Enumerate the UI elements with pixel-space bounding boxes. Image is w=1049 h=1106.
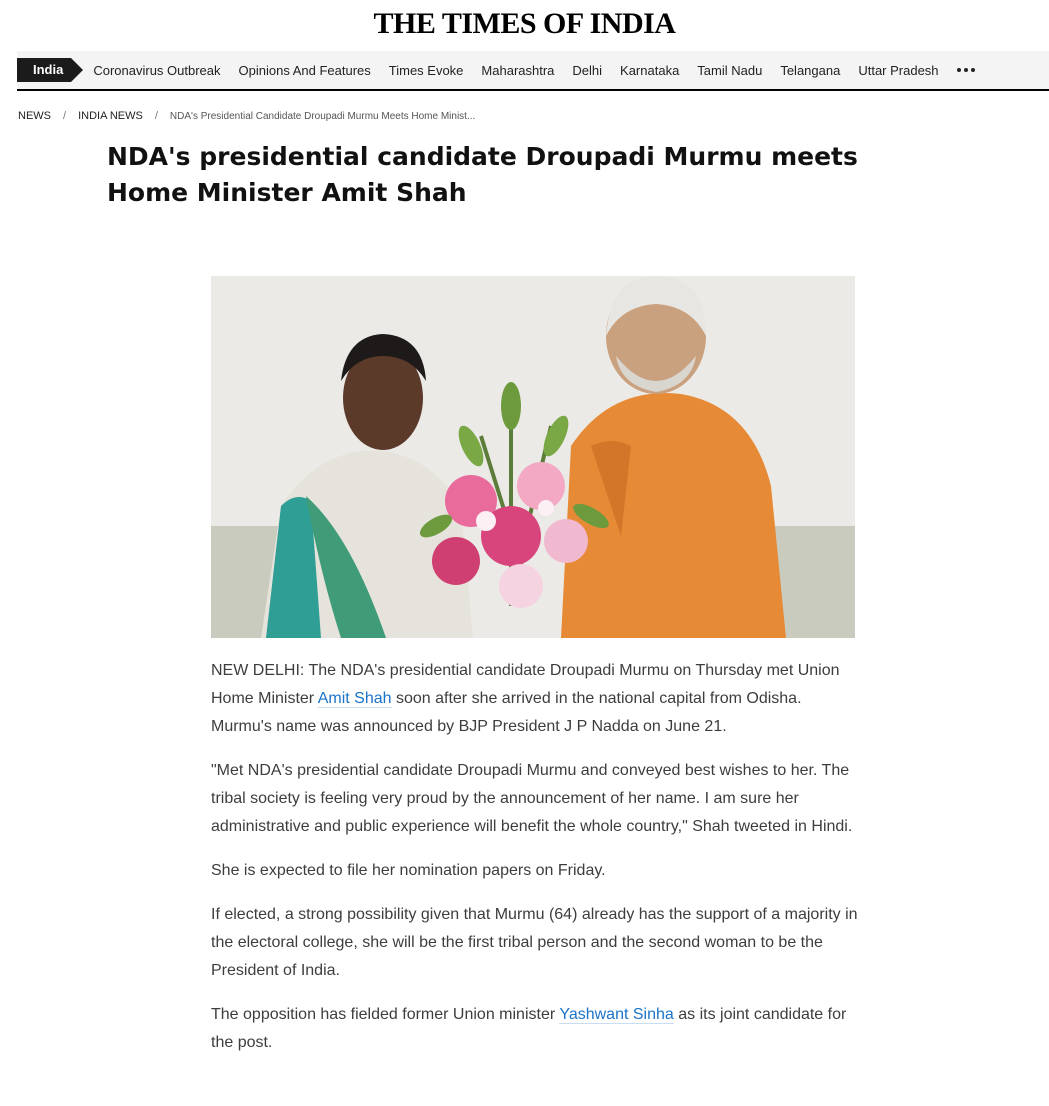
breadcrumb bbox=[18, 110, 475, 122]
article-paragraph bbox=[211, 657, 861, 741]
article-body bbox=[211, 657, 861, 1073]
breadcrumb-separator: / bbox=[63, 110, 67, 122]
breadcrumb-separator: / bbox=[154, 110, 158, 122]
paragraph-text: as its joint candidate for the post. bbox=[211, 1006, 847, 1051]
article-headline: NDA's presidential candidate Droupadi Murmu meets Home Minister Amit Shah bbox=[107, 142, 858, 207]
article-paragraph: "Met NDA's presidential candidate Droupadi Murmu and conveyed best wishes to her. The tribal society is feeling very proud by the announcement of her name. I am sure her administrative and public experience will benefit the whole country," Shah tweeted in Hindi. bbox=[211, 762, 853, 835]
nav-item-uttar-pradesh[interactable]: Uttar Pradesh bbox=[858, 62, 939, 78]
nav-item-telangana[interactable]: Telangana bbox=[780, 62, 841, 78]
more-dots-icon[interactable] bbox=[957, 68, 975, 72]
nav-item-tamil-nadu[interactable]: Tamil Nadu bbox=[697, 62, 763, 78]
nav-item-opinions-and-features[interactable]: Opinions And Features bbox=[238, 62, 371, 78]
article-photo bbox=[211, 276, 855, 638]
article-paragraph: She is expected to file her nomination papers on Friday. bbox=[211, 862, 606, 879]
nav-item-coronavirus-outbreak[interactable]: Coronavirus Outbreak bbox=[93, 62, 221, 78]
nav-item-delhi[interactable]: Delhi bbox=[572, 62, 603, 78]
paragraph-text: The opposition has fielded former Union minister bbox=[211, 1006, 560, 1023]
article-paragraph bbox=[211, 1001, 861, 1057]
nav-item-karnataka[interactable]: Karnataka bbox=[620, 62, 680, 78]
link-yashwant-sinha[interactable]: Yashwant Sinha bbox=[559, 1006, 674, 1023]
link-amit-shah[interactable]: Amit Shah bbox=[317, 690, 392, 707]
site-logo[interactable]: THE TIMES OF INDIA bbox=[373, 7, 676, 40]
section-navbar bbox=[17, 51, 1049, 91]
nav-item-times-evoke[interactable]: Times Evoke bbox=[388, 62, 464, 78]
breadcrumb-current: NDA's Presidential Candidate Droupadi Murmu Meets Home Minist... bbox=[169, 110, 476, 122]
paragraph-text: NEW DELHI: The NDA's presidential candidate Droupadi Murmu on Thursday met Union Home Minister bbox=[211, 662, 840, 707]
nav-item-maharashtra[interactable]: Maharashtra bbox=[481, 62, 555, 78]
article-paragraph: If elected, a strong possibility given that Murmu (64) already has the support of a majority in the electoral college, she will be the first tribal person and the second woman to be the President of India. bbox=[211, 906, 858, 979]
breadcrumb-india-news[interactable]: INDIA NEWS bbox=[78, 110, 143, 122]
breadcrumb-news[interactable]: NEWS bbox=[18, 110, 51, 122]
paragraph-text: soon after she arrived in the national capital from Odisha. Murmu's name was announced by BJP President J P Nadda on June 21. bbox=[211, 690, 802, 735]
masthead bbox=[0, 0, 1049, 50]
nav-item-india[interactable]: India bbox=[17, 58, 71, 82]
